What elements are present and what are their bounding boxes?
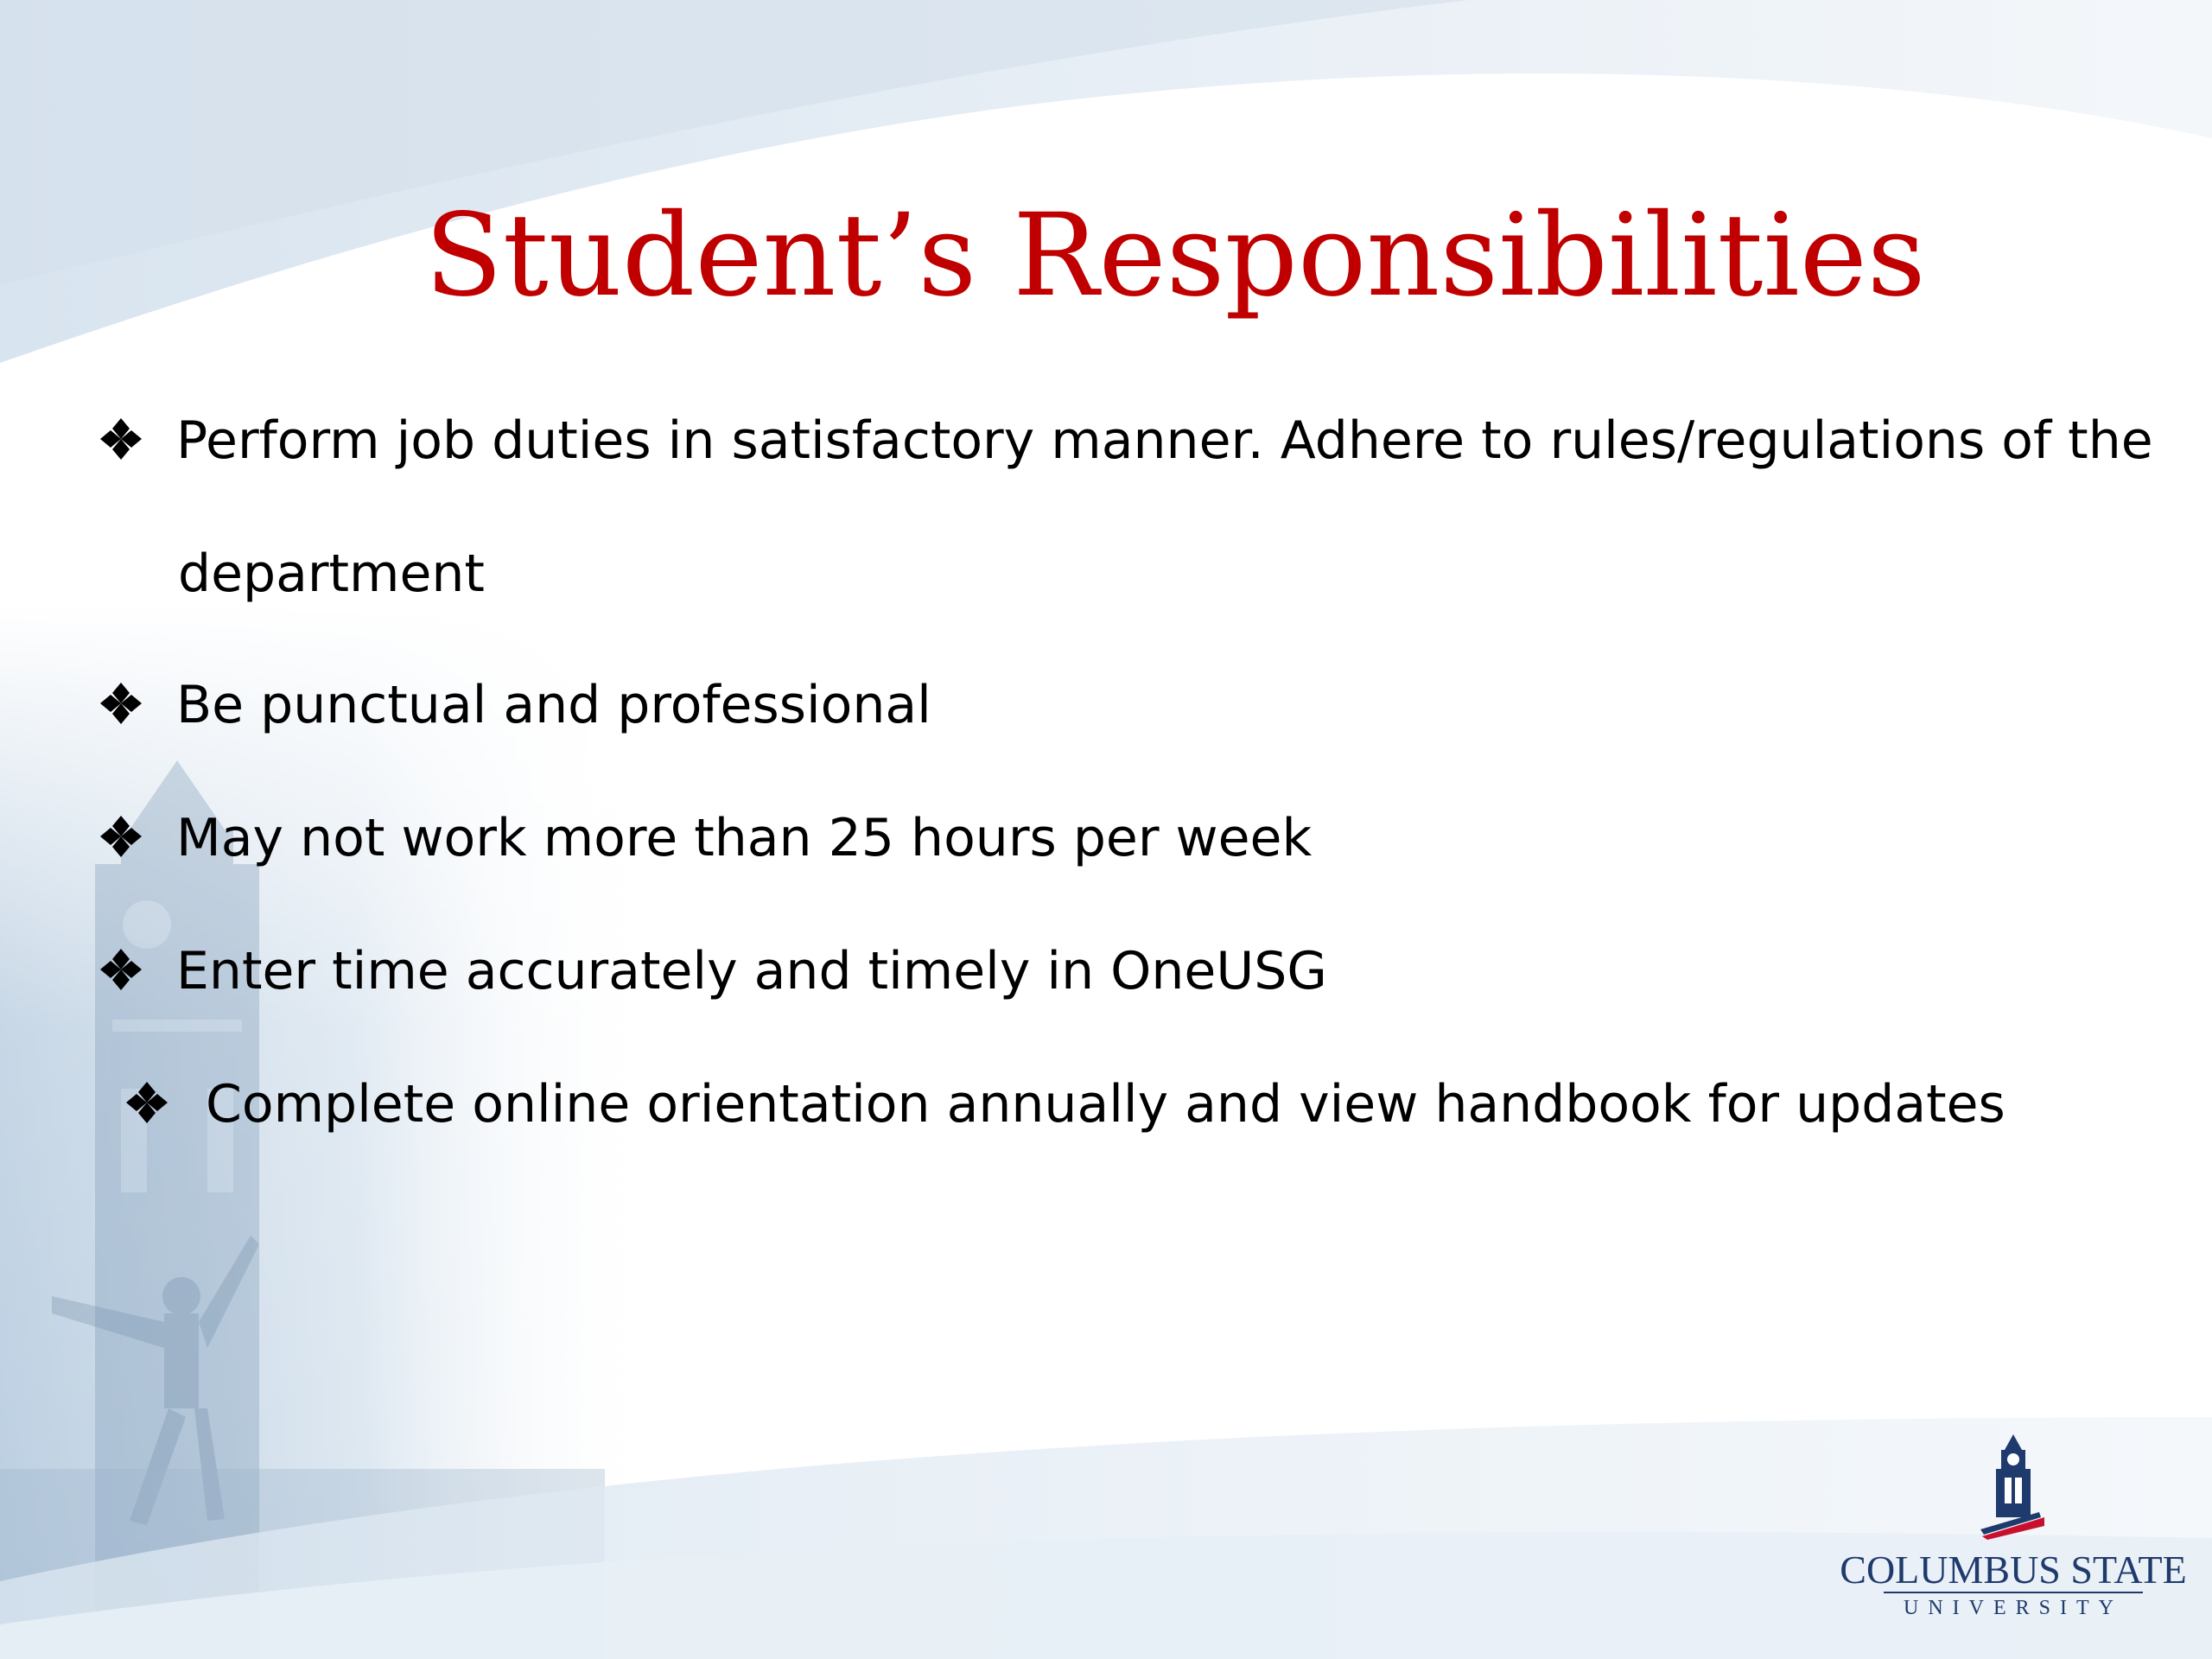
logo-name-line1: COLUMBUS STATE [1840, 1548, 2187, 1592]
four-diamond-bullet-icon [97, 679, 145, 728]
bullet-text: Complete online orientation annually and view handbook for updates [206, 1074, 2005, 1135]
four-diamond-bullet-icon [97, 812, 145, 861]
clock-tower-icon [1979, 1433, 2048, 1540]
four-diamond-bullet-icon [97, 415, 145, 463]
four-diamond-bullet-icon [123, 1078, 171, 1127]
bullet-text: Be punctual and professional [176, 675, 931, 735]
bullet-text: May not work more than 25 hours per week [176, 808, 1313, 868]
logo-divider [1884, 1592, 2143, 1593]
university-logo [1832, 1433, 2195, 1631]
four-diamond-bullet-icon [97, 945, 145, 994]
logo-name-line2: UNIVERSITY [1904, 1597, 2123, 1619]
bullet-text: Perform job duties in satisfactory manner. Adhere to rules/regulations of the [176, 410, 2153, 471]
slide-title: Student’s Responsibilities [424, 189, 1926, 322]
bullet-continuation: department [178, 543, 485, 604]
bullet-text: Enter time accurately and timely in OneUSG [176, 941, 1327, 1001]
